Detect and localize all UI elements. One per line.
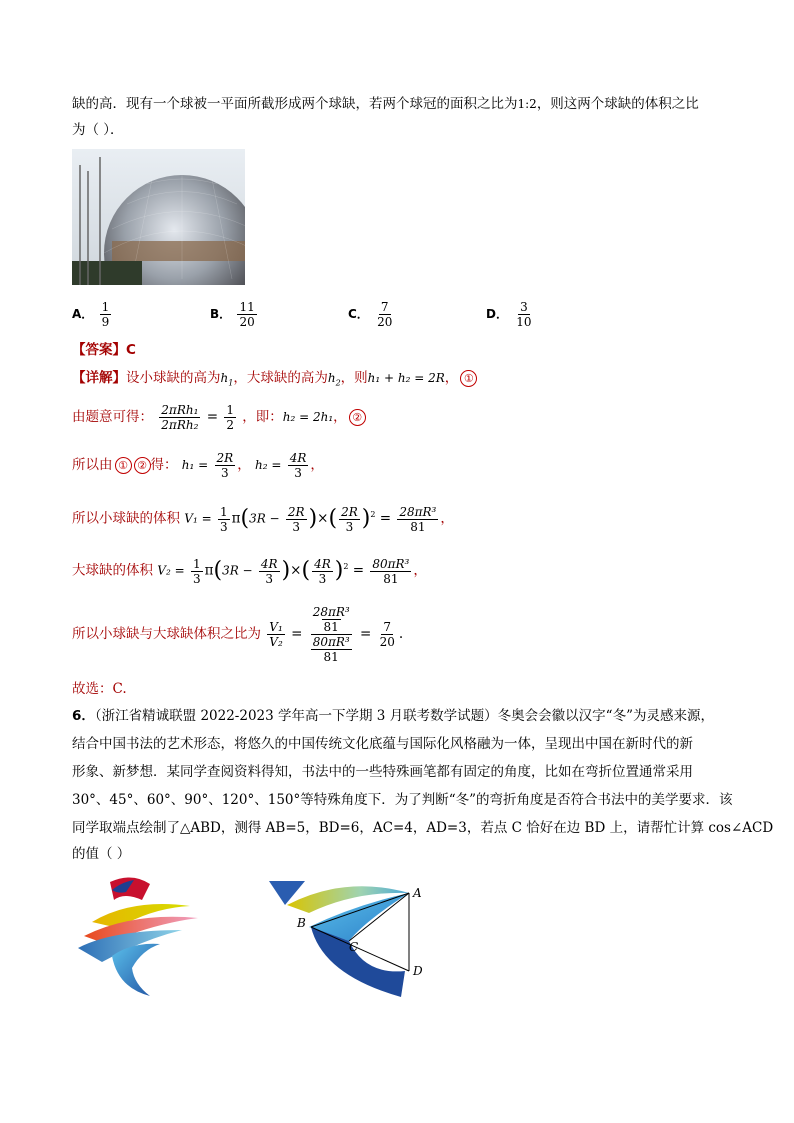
- volume-ratio-line: 所以小球缺与大球缺体积之比为 $\frac{\text{V₁}}{\text{V₂}}$ = 28πR³ 81 80πR³ 81 = $\frac{7}{20}$ .: [72, 605, 404, 664]
- solve-line: 所以由 ① ② 得： h₁ = $\frac{2R}{3}$ ， h₂ = $\frac{4R}{3}$ ，: [72, 451, 324, 480]
- ratio-equation-line: 由题意可得： $\frac{\text{2πRh₁}}{\text{2πRh₂}}$ = $\frac{1}{2}$ ，即：h₂ = 2h₁， ②: [72, 400, 366, 434]
- label-d: D: [413, 964, 423, 978]
- q6-line5: 同学取端点绘制了△ABD，测得 AB=5，BD=6，AC=4，AD=3，若点 C 恰好在边 BD 上，请帮忙计算 cos∠ACD: [72, 820, 774, 836]
- option-b[interactable]: B． $\frac{11}{20}$: [210, 300, 255, 329]
- q6-line6: 的值（ ）: [72, 846, 131, 862]
- geodesic-dome-photo: [72, 149, 245, 285]
- question-text-line1: 缺的高．现有一个球被一平面所截形成两个球缺，若两个球冠的面积之比为1:2，则这两个球缺的体积之比: [72, 96, 699, 112]
- winter-olympics-emblem: [72, 870, 202, 1000]
- q6-line2: 结合中国书法的艺术形态，将悠久的中国传统文化底蕴与国际化风格融为一体，呈现出中国在新时代的新: [72, 736, 693, 752]
- v1-line: 所以小球缺的体积 V₁ = $\frac{1}{3}$ π(3R − $\frac{2R}{3}$ )×( $\frac{2R}{3}$ )$^2$ = $\frac{\text{28πR³}}{81}$ ，: [72, 504, 454, 534]
- option-d[interactable]: D． $\frac{3}{10}$: [486, 300, 532, 329]
- conclusion-line: 故选：C.: [72, 681, 127, 697]
- question-text-line2: 为（ ）．: [72, 122, 124, 138]
- triangle-abd-diagram: [265, 875, 435, 1005]
- circled-one-marker: ①: [460, 370, 477, 387]
- q6-line3: 形象、新梦想．某同学查阅资料得知，书法中的一些特殊画笔都有固定的角度，比如在弯折位置通常采用: [72, 764, 693, 780]
- label-b: B: [297, 916, 306, 930]
- v2-line: 大球缺的体积 V₂ = $\frac{1}{3}$ π(3R − $\frac{4R}{3}$ )×( $\frac{4R}{3}$ )$^2$ = $\frac{\text{80πR³}}{81}$ ，: [72, 556, 427, 586]
- label-c: C: [349, 940, 359, 954]
- answer-line: 【答案】C: [72, 342, 136, 358]
- option-a[interactable]: A． $\frac{1}{9}$: [72, 300, 110, 329]
- detail-line: 【详解】设小球缺的高为$h_1$，大球缺的高为$h_2$，则h₁ + h₂ = 2R， ①: [72, 369, 477, 392]
- q6-line1: 6．（浙江省精诚联盟 2022-2023 学年高一下学期 3 月联考数学试题）冬奥会会徽以汉字“冬”为灵感来源，: [72, 708, 714, 724]
- option-c[interactable]: C． $\frac{7}{20}$: [348, 300, 393, 329]
- label-a: A: [413, 886, 422, 900]
- circled-two-marker: ②: [349, 409, 366, 426]
- q6-line4: 30°、45°、60°、90°、120°、150°等特殊角度下．为了判断“冬”的弯折角度是否符合书法中的美学要求．该: [72, 792, 733, 808]
